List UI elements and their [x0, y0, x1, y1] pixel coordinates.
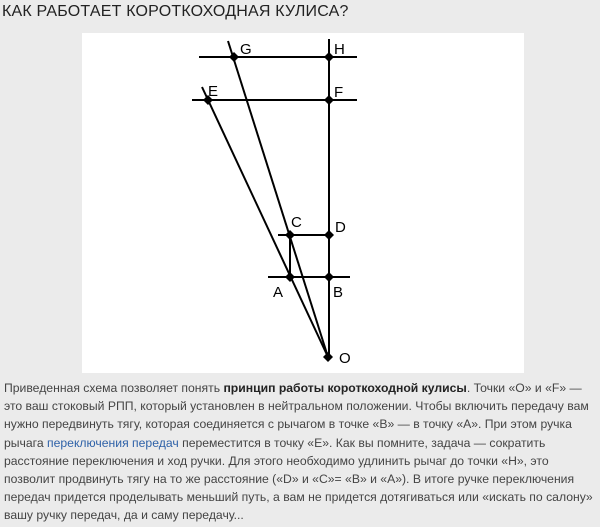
label-c: C: [291, 214, 302, 231]
paragraph-mid: . Точки «O» и «F» — это ваш стоковый РПП, который установлен в нейтральном положении. Чтобы включить передачу вам нужно передвинуть тягу, которая соединяется с рычагом в точке «В» — в точку «А». При этом ручка рычага: [4, 381, 589, 450]
label-f: F: [334, 84, 344, 101]
lever-diagram: [82, 33, 524, 373]
point-g: [229, 52, 239, 62]
label-b: B: [333, 284, 344, 301]
label-e: E: [208, 83, 219, 100]
label-g: G: [240, 41, 252, 58]
point-o: [323, 352, 333, 362]
point-b: [324, 272, 334, 282]
point-d: [324, 230, 334, 240]
article-title: КАК РАБОТАЕТ КОРОТКОХОДНАЯ КУЛИСА?: [2, 3, 349, 20]
point-a: [285, 272, 295, 282]
paragraph-bold-term: принцип работы короткоходной кулисы: [223, 381, 467, 395]
paragraph-end: переместится в точку «Е». Как вы помните, задача — сократить расстояние переключения и ход ручки. Для этого необходимо удлинить рычаг до точки «Н», это позволит продвинуть тягу на то же расстояние («D» и «C»= «В» и «А»). В итоге ручке переключения передач придется проделывать меньший путь, а вам не придется дотягиваться или «искать по салону» вашу ручку передач, да и саму передачу...: [4, 435, 593, 523]
label-a: A: [273, 284, 284, 301]
lever-o-g: [228, 41, 328, 357]
lever-diagram-svg: [82, 33, 524, 373]
point-f: [324, 95, 334, 105]
label-h: H: [334, 41, 345, 58]
label-o: O: [339, 350, 351, 367]
paragraph-intro: Приведенная схема позволяет понять: [4, 381, 224, 395]
point-h: [324, 52, 334, 62]
lever-o-e: [202, 87, 328, 357]
gear-shift-link[interactable]: переключения передач: [47, 435, 179, 450]
point-c: [285, 230, 295, 240]
label-d: D: [335, 219, 346, 236]
article-paragraph: [4, 379, 596, 525]
